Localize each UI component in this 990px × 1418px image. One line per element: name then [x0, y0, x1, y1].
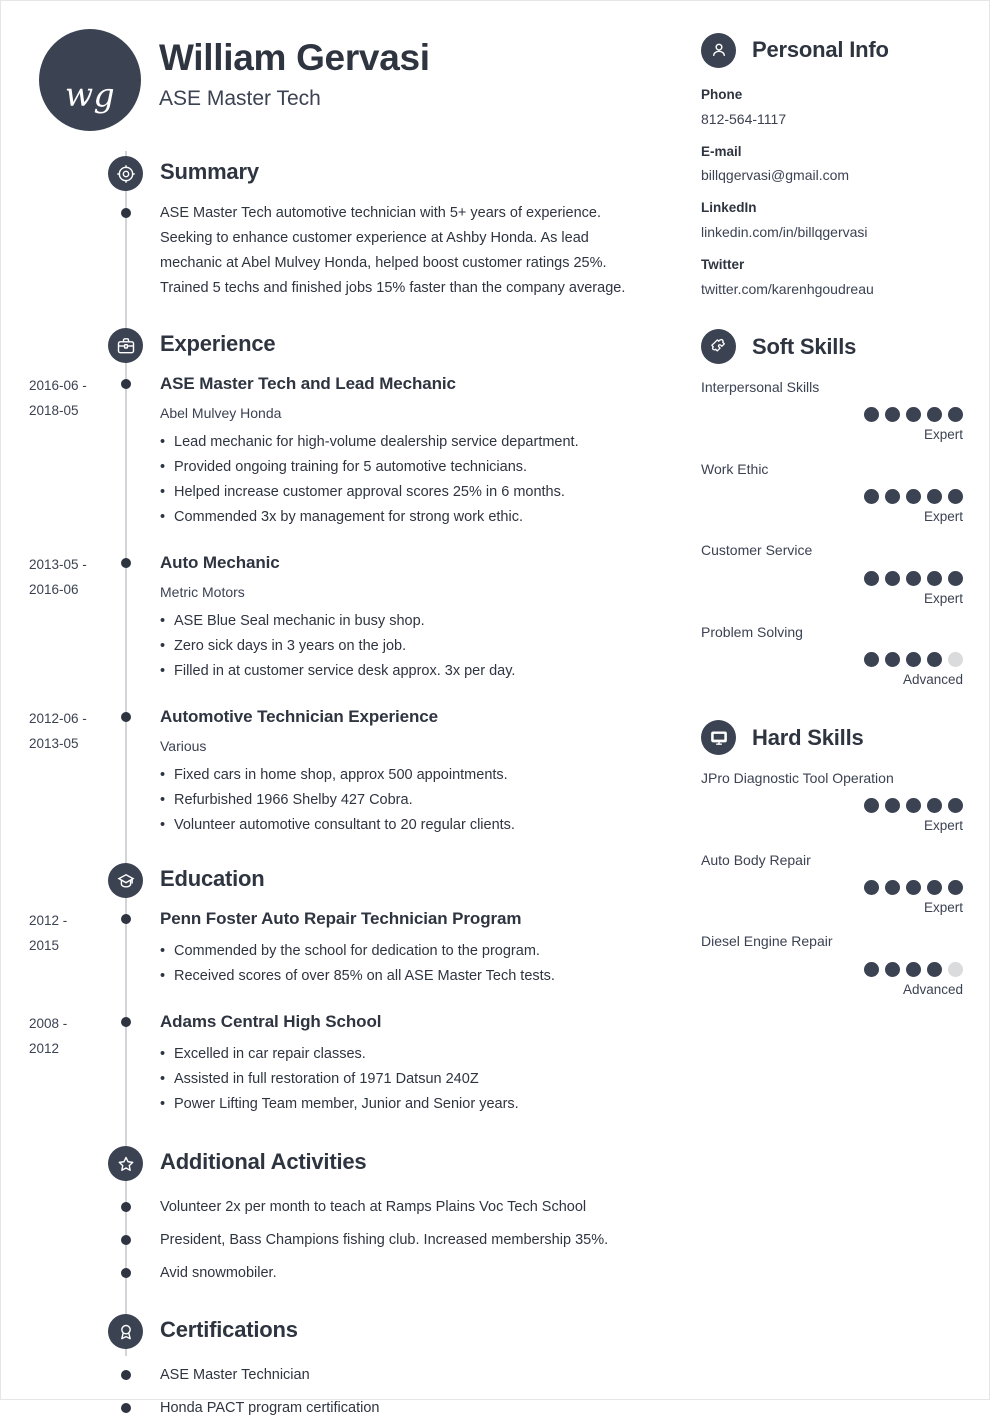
entry-date-start: 2013-05 - — [29, 557, 87, 573]
rating-dot — [927, 652, 942, 667]
bullet-item: • Zero sick days in 3 years on the job. — [160, 634, 653, 659]
entry-dates — [29, 706, 113, 756]
entry-dates — [29, 908, 113, 958]
bullet-item: • Helped increase customer approval scores 25% in 6 months. — [160, 480, 653, 505]
bullet-item: • Lead mechanic for high-volume dealership service department. — [160, 430, 653, 455]
experience-entry — [1, 373, 673, 530]
skill-rating-dots — [701, 571, 963, 586]
skill-item — [701, 460, 963, 526]
rating-dot — [885, 571, 900, 586]
skill-rating-dots — [701, 798, 963, 813]
bullet-item: • Power Lifting Team member, Junior and Senior years. — [160, 1092, 653, 1117]
rating-dot — [906, 407, 921, 422]
timeline-dot — [121, 1370, 131, 1380]
section-header-soft-skills — [701, 326, 963, 368]
info-label: LinkedIn — [701, 200, 757, 216]
entry-date-end: 2012 — [29, 1041, 60, 1057]
rating-dot — [927, 880, 942, 895]
entry-bullets — [160, 1042, 653, 1117]
page-title: William Gervasi — [159, 37, 430, 78]
rating-dot — [927, 962, 942, 977]
name-block — [159, 37, 430, 111]
info-item-phone — [701, 86, 963, 128]
target-icon — [108, 156, 143, 191]
section-title-hard-skills: Hard Skills — [752, 724, 864, 750]
rating-dot-empty — [948, 652, 963, 667]
entry-company: Various — [160, 738, 207, 755]
info-label: E-mail — [701, 143, 742, 159]
rating-dot — [885, 798, 900, 813]
skill-rating-dots — [701, 407, 963, 422]
bullet-item: • Assisted in full restoration of 1971 Datsun 240Z — [160, 1067, 653, 1092]
info-value[interactable]: linkedin.com/in/billqgervasi — [701, 224, 868, 241]
entry-date-start: 2012 - — [29, 913, 68, 929]
puzzle-icon — [701, 329, 736, 364]
entry-date-end: 2016-06 — [29, 582, 79, 598]
section-summary — [1, 151, 673, 301]
star-icon — [108, 1146, 143, 1181]
education-entry — [1, 1011, 673, 1117]
section-header-hard-skills — [701, 717, 963, 759]
experience-entry — [1, 706, 673, 838]
rating-dot — [948, 798, 963, 813]
bullet-item: • Refurbished 1966 Shelby 427 Cobra. — [160, 788, 653, 813]
entry-date-start: 2016-06 - — [29, 378, 87, 393]
section-title-soft-skills: Soft Skills — [752, 333, 857, 359]
entry-bullets — [160, 430, 653, 530]
skill-name: Diesel Engine Repair — [701, 933, 833, 950]
timeline-dot — [121, 1403, 131, 1413]
skill-level: Expert — [923, 590, 963, 606]
rating-dot — [948, 407, 963, 422]
timeline-dot — [121, 914, 131, 924]
rating-dot — [948, 571, 963, 586]
rating-dot — [906, 571, 921, 586]
skill-name: Work Ethic — [701, 460, 769, 477]
skill-item — [701, 932, 963, 998]
info-label: Phone — [701, 87, 743, 102]
rating-dot — [885, 652, 900, 667]
entry-date-end: 2013-05 — [29, 736, 79, 752]
section-title-personal-info: Personal Info — [752, 37, 889, 62]
info-value[interactable]: twitter.com/karenhgoudreau — [701, 280, 874, 297]
avatar-initials: wg — [64, 75, 116, 114]
skill-level: Expert — [923, 899, 963, 915]
timeline-dot — [121, 558, 131, 568]
section-title-certifications: Certifications — [160, 1317, 298, 1343]
timeline-dot — [121, 1268, 131, 1278]
info-value[interactable]: 812-564-1117 — [701, 110, 787, 127]
entry-date-start: 2012-06 - — [29, 711, 87, 727]
summary-text: ASE Master Tech automotive technician with 5+ years of experience. Seeking to enhance customer experience at Ashby Honda. As lead mechanic at Abel Mulvey Honda, helped boost customer ratings 25%. Trained 5 techs and finished jobs 15% faster than the company average. — [160, 205, 626, 296]
timeline-dot — [121, 379, 131, 389]
entry-bullets — [160, 763, 653, 838]
entry-dates — [29, 373, 113, 423]
section-title-summary: Summary — [160, 159, 259, 184]
skill-item — [701, 851, 963, 917]
skill-level: Expert — [923, 427, 963, 443]
skill-level: Advanced — [902, 672, 963, 688]
certification-text: Honda PACT program certification — [160, 1400, 380, 1417]
activity-text: Avid snowmobiler. — [160, 1265, 277, 1282]
entry-company: Abel Mulvey Honda — [160, 404, 282, 421]
bullet-item: • Provided ongoing training for 5 automotive technicians. — [160, 455, 653, 480]
graduation-cap-icon — [108, 863, 143, 898]
activity-item — [1, 1230, 673, 1250]
info-value[interactable]: billqgervasi@gmail.com — [701, 167, 850, 184]
entry-bullets — [160, 609, 653, 684]
rating-dot — [927, 571, 942, 586]
rating-dot — [885, 962, 900, 977]
skill-item — [701, 623, 963, 689]
skill-name: JPro Diagnostic Tool Operation — [701, 769, 894, 786]
rating-dot — [906, 880, 921, 895]
rating-dot — [948, 880, 963, 895]
rating-dot — [927, 489, 942, 504]
entry-dates — [29, 1011, 113, 1061]
timeline-dot — [121, 1235, 131, 1245]
info-label: Twitter — [701, 257, 745, 273]
section-hard-skills — [701, 717, 963, 998]
section-header-experience — [1, 323, 673, 367]
bullet-item: • Commended by the school for dedication to the program. — [160, 939, 653, 964]
skill-item — [701, 769, 963, 835]
bullet-item: • Excelled in car repair classes. — [160, 1042, 653, 1067]
timeline-dot — [121, 1017, 131, 1027]
resume-main-column — [1, 1, 673, 1417]
experience-entry — [1, 552, 673, 684]
rating-dot — [906, 962, 921, 977]
section-title-activities: Additional Activities — [160, 1149, 367, 1175]
skill-name: Interpersonal Skills — [701, 378, 820, 395]
activity-item — [1, 1197, 673, 1217]
rating-dot — [906, 798, 921, 813]
avatar — [39, 29, 141, 131]
entry-title: Penn Foster Auto Repair Technician Program — [160, 909, 522, 929]
rating-dot — [885, 407, 900, 422]
bullet-item: • Fixed cars in home shop, approx 500 appointments. — [160, 763, 653, 788]
rating-dot — [864, 407, 879, 422]
section-education — [1, 858, 673, 1117]
rating-dot — [906, 489, 921, 504]
award-icon — [108, 1314, 143, 1349]
resume-header — [1, 1, 673, 119]
section-additional-activities — [1, 1141, 673, 1283]
section-title-experience: Experience — [160, 331, 276, 356]
education-entry — [1, 908, 673, 989]
rating-dot — [927, 798, 942, 813]
entry-title: Automotive Technician Experience — [160, 707, 439, 727]
activity-item — [1, 1263, 673, 1283]
skill-rating-dots — [701, 880, 963, 895]
skill-item — [701, 541, 963, 607]
bullet-item: • Received scores of over 85% on all ASE Master Tech tests. — [160, 964, 653, 989]
bullet-item: • Volunteer automotive consultant to 20 regular clients. — [160, 813, 653, 838]
skill-name: Problem Solving — [701, 624, 803, 641]
certification-text: ASE Master Technician — [160, 1367, 310, 1384]
activity-text: Volunteer 2x per month to teach at Ramps Plains Voc Tech School — [160, 1199, 587, 1216]
section-header-personal-info — [701, 29, 963, 71]
rating-dot — [864, 798, 879, 813]
info-item-linkedin — [701, 199, 963, 241]
info-item-twitter — [701, 256, 963, 298]
rating-dot — [864, 962, 879, 977]
skill-rating-dots — [701, 962, 963, 977]
section-title-education: Education — [160, 866, 265, 892]
entry-dates — [29, 552, 113, 602]
rating-dot — [906, 652, 921, 667]
skill-level: Expert — [923, 818, 963, 834]
section-personal-info — [701, 29, 963, 298]
rating-dot — [864, 652, 879, 667]
entry-date-start: 2008 - — [29, 1016, 68, 1032]
section-header-education — [1, 858, 673, 902]
rating-dot — [864, 571, 879, 586]
skill-level: Advanced — [902, 981, 963, 997]
section-soft-skills — [701, 326, 963, 689]
timeline-dot — [121, 208, 131, 218]
skill-name: Customer Service — [701, 542, 813, 559]
bullet-item: • ASE Blue Seal mechanic in busy shop. — [160, 609, 653, 634]
person-icon — [701, 33, 736, 68]
section-header-activities — [1, 1141, 673, 1185]
info-item-email — [701, 143, 963, 185]
sections-container — [1, 151, 673, 1418]
entry-bullets — [160, 939, 653, 989]
rating-dot — [864, 880, 879, 895]
entry-title: Adams Central High School — [160, 1012, 382, 1032]
summary-entry — [1, 201, 673, 301]
bullet-item: • Commended 3x by management for strong work ethic. — [160, 505, 653, 530]
job-title: ASE Master Tech — [159, 86, 321, 110]
resume-sidebar — [701, 29, 963, 998]
certification-item — [1, 1365, 673, 1385]
timeline-dot — [121, 712, 131, 722]
entry-company: Metric Motors — [160, 584, 245, 601]
rating-dot — [885, 880, 900, 895]
entry-date-end: 2015 — [29, 938, 60, 954]
section-experience — [1, 323, 673, 838]
rating-dot-empty — [948, 962, 963, 977]
entry-title: ASE Master Tech and Lead Mechanic — [160, 374, 456, 393]
timeline-dot — [121, 1202, 131, 1212]
rating-dot — [885, 489, 900, 504]
skill-rating-dots — [701, 652, 963, 667]
rating-dot — [864, 489, 879, 504]
entry-date-end: 2018-05 — [29, 403, 79, 418]
skill-name: Auto Body Repair — [701, 851, 811, 868]
monitor-icon — [701, 720, 736, 755]
entry-title: Auto Mechanic — [160, 553, 280, 573]
rating-dot — [927, 407, 942, 422]
skill-item — [701, 378, 963, 444]
section-certifications — [1, 1309, 673, 1418]
certification-item — [1, 1398, 673, 1418]
rating-dot — [948, 489, 963, 504]
skill-level: Expert — [923, 508, 963, 524]
section-header-summary — [1, 151, 673, 195]
activity-text: President, Bass Champions fishing club. Increased membership 35%. — [160, 1232, 609, 1249]
briefcase-icon — [108, 328, 143, 363]
skill-rating-dots — [701, 489, 963, 504]
section-header-certifications — [1, 1309, 673, 1353]
bullet-item: • Filled in at customer service desk approx. 3x per day. — [160, 659, 653, 684]
